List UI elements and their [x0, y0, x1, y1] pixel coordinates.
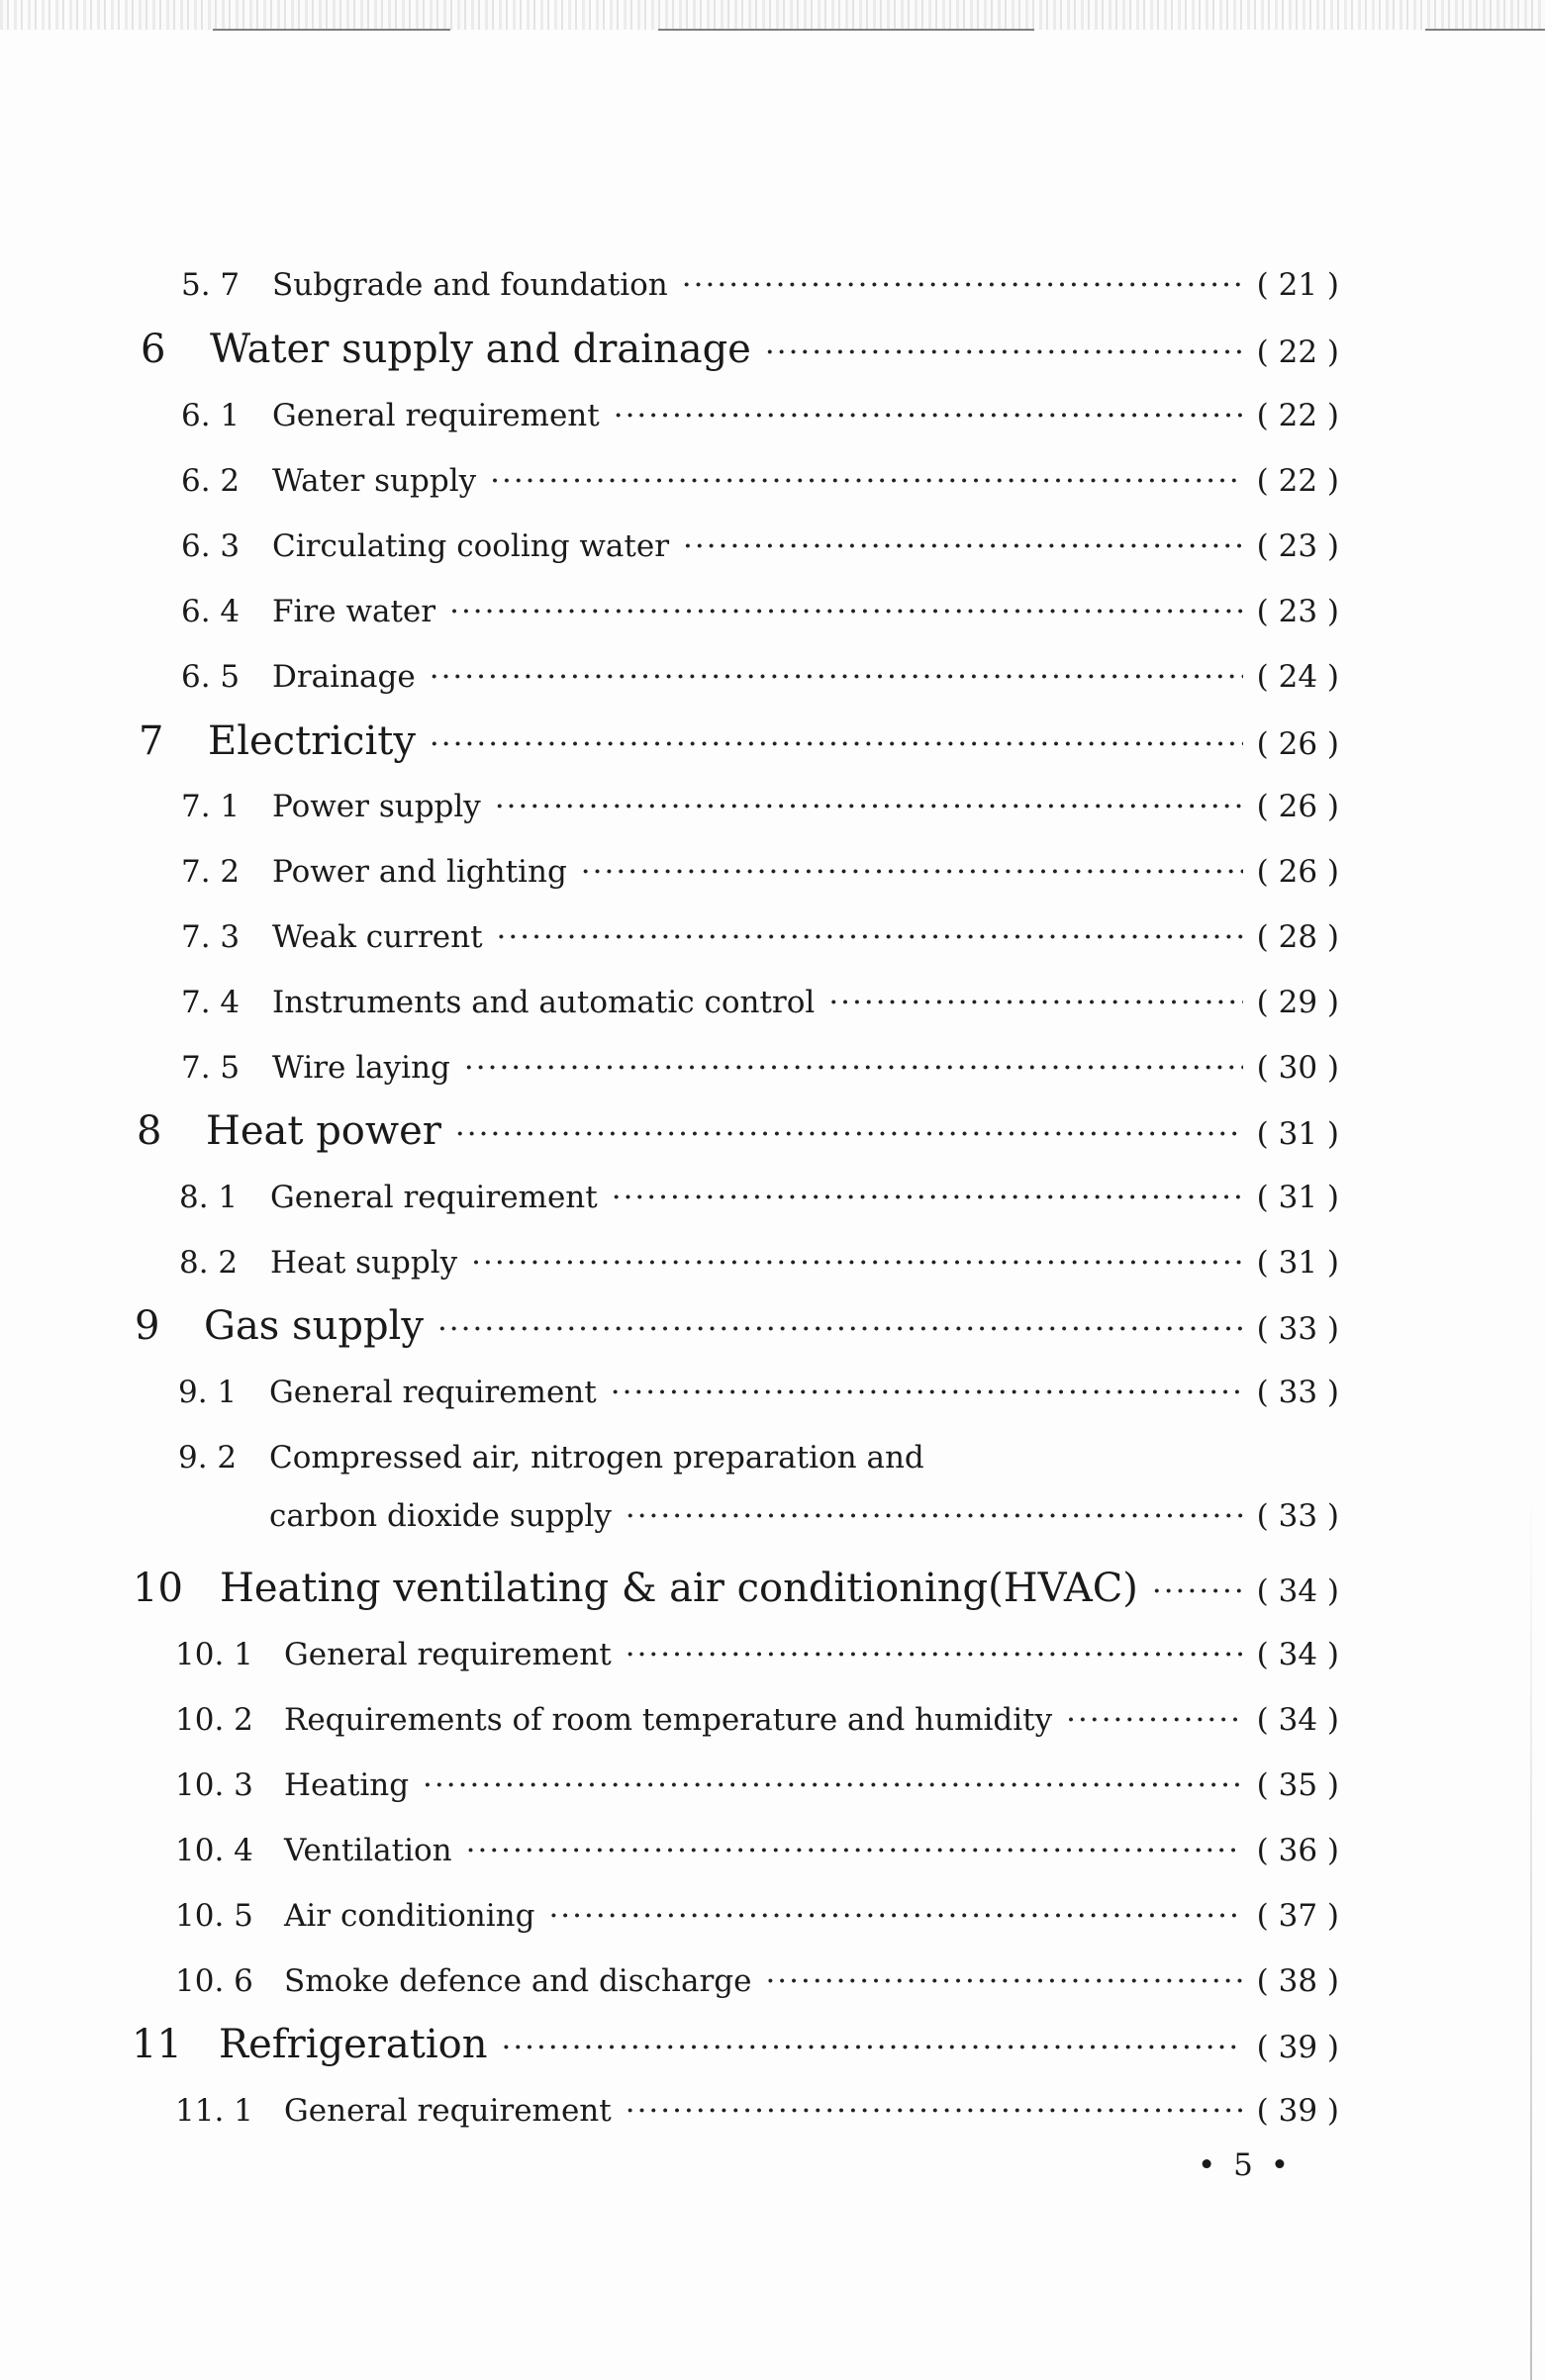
dot-leader — [682, 267, 1243, 303]
entry-page: ( 26 ) — [1256, 726, 1339, 762]
entry-title: Power and lighting — [272, 854, 567, 890]
entry-number: 7. 3 — [181, 919, 241, 955]
dot-leader — [1066, 1702, 1243, 1738]
toc-chapter[interactable] — [133, 1566, 1339, 1613]
entry-title: General requirement — [284, 1637, 612, 1672]
chapter-number: 9 — [135, 1303, 160, 1349]
entry-page: ( 34 ) — [1256, 1702, 1339, 1738]
toc-entry[interactable] — [175, 1637, 1339, 1684]
entry-title: Power supply — [272, 789, 481, 824]
dot-leader — [614, 398, 1243, 433]
chapter-title: Electricity — [208, 718, 416, 764]
toc-entry[interactable] — [181, 789, 1339, 836]
toc-entry[interactable] — [181, 985, 1339, 1032]
dot-leader — [466, 1833, 1243, 1868]
toc-entry-continuation[interactable] — [269, 1498, 1339, 1546]
toc-entry[interactable] — [179, 1245, 1339, 1292]
toc-entry[interactable] — [181, 267, 1339, 315]
entry-page: ( 30 ) — [1256, 1050, 1339, 1086]
entry-title: Compressed air, nitrogen preparation and — [269, 1440, 924, 1476]
dot-leader — [548, 1898, 1242, 1934]
entry-number: 10. 3 — [175, 1767, 253, 1803]
entry-title: Ventilation — [284, 1833, 452, 1868]
dot-leader — [437, 1311, 1243, 1347]
entry-title: Instruments and automatic control — [272, 985, 816, 1020]
dot-leader — [495, 789, 1243, 824]
entry-page: ( 26 ) — [1256, 854, 1339, 890]
entry-page: ( 31 ) — [1256, 1180, 1339, 1215]
dot-leader — [828, 985, 1242, 1020]
entry-number: 11. 1 — [175, 2093, 253, 2129]
entry-title: General requirement — [270, 1180, 598, 1215]
entry-page: ( 34 ) — [1256, 1637, 1339, 1672]
entry-title: General requirement — [284, 2093, 612, 2129]
entry-title: Heating — [284, 1767, 410, 1803]
entry-title: Drainage — [272, 659, 416, 695]
dot-leader — [430, 726, 1243, 762]
toc-entry[interactable] — [175, 2093, 1339, 2141]
entry-number: 6. 4 — [181, 594, 241, 629]
chapter-title: Gas supply — [204, 1303, 424, 1349]
entry-number: 8. 1 — [179, 1180, 239, 1215]
entry-number: 10. 6 — [175, 1963, 253, 1999]
toc-chapter[interactable] — [135, 1303, 1339, 1351]
entry-number: 7. 2 — [181, 854, 241, 890]
dot-leader — [765, 334, 1243, 370]
entry-page: ( 38 ) — [1256, 1963, 1339, 1999]
toc-entry[interactable] — [181, 398, 1339, 445]
toc-chapter[interactable] — [139, 718, 1339, 766]
entry-page: ( 23 ) — [1256, 528, 1339, 564]
toc-chapter[interactable] — [137, 1108, 1339, 1156]
entry-title: Requirements of room temperature and humidity — [284, 1702, 1053, 1738]
entry-title: General requirement — [272, 398, 600, 433]
entry-title: Wire laying — [272, 1050, 450, 1086]
chapter-title: Water supply and drainage — [210, 327, 751, 372]
toc-entry[interactable] — [181, 528, 1339, 576]
dot-leader — [581, 854, 1243, 890]
entry-page: ( 39 ) — [1256, 2030, 1339, 2065]
dot-leader — [430, 659, 1243, 695]
entry-number: 5. 7 — [181, 267, 241, 303]
toc-entry[interactable] — [181, 659, 1339, 707]
entry-page: ( 21 ) — [1256, 267, 1339, 303]
chapter-title: Heat power — [206, 1108, 441, 1154]
entry-title: Air conditioning — [284, 1898, 535, 1934]
entry-page: ( 22 ) — [1256, 398, 1339, 433]
dot-leader — [471, 1245, 1242, 1281]
entry-number: 10. 5 — [175, 1898, 253, 1934]
entry-page: ( 33 ) — [1256, 1311, 1339, 1347]
entry-page: ( 35 ) — [1256, 1767, 1339, 1803]
dot-leader — [626, 2093, 1243, 2129]
dot-leader — [490, 463, 1243, 499]
dot-leader — [497, 919, 1243, 955]
entry-number: 9. 2 — [178, 1440, 238, 1476]
entry-title-continuation: carbon dioxide supply — [269, 1498, 612, 1534]
dot-leader — [455, 1116, 1243, 1152]
toc-entry[interactable] — [175, 1898, 1339, 1946]
entry-page: ( 33 ) — [1256, 1498, 1339, 1534]
entry-page: ( 28 ) — [1256, 919, 1339, 955]
entry-number: 7. 1 — [181, 789, 241, 824]
entry-number: 6. 2 — [181, 463, 241, 499]
entry-number: 10. 2 — [175, 1702, 253, 1738]
entry-title: Water supply — [272, 463, 477, 499]
entry-number: 7. 5 — [181, 1050, 241, 1086]
entry-page: ( 22 ) — [1256, 334, 1339, 370]
page-number: • 5 • — [1198, 2147, 1294, 2183]
entry-title: General requirement — [269, 1375, 597, 1410]
entry-page: ( 33 ) — [1256, 1375, 1339, 1410]
chapter-title: Heating ventilating & air conditioning(HVAC) — [220, 1566, 1138, 1611]
entry-number: 10. 4 — [175, 1833, 253, 1868]
dot-leader — [449, 594, 1243, 629]
toc-entry[interactable] — [181, 1050, 1339, 1097]
dot-leader — [464, 1050, 1243, 1086]
toc-entry[interactable] — [175, 1833, 1339, 1880]
entry-number: 6. 5 — [181, 659, 241, 695]
entry-title: Weak current — [272, 919, 483, 955]
chapter-number: 8 — [137, 1108, 162, 1154]
chapter-number: 7 — [139, 718, 164, 764]
entry-number: 10. 1 — [175, 1637, 253, 1672]
toc-entry[interactable] — [179, 1180, 1339, 1227]
entry-page: ( 37 ) — [1256, 1898, 1339, 1934]
entry-number: 8. 2 — [179, 1245, 239, 1281]
dot-leader — [626, 1498, 1243, 1534]
toc-entry[interactable] — [175, 1767, 1339, 1815]
entry-page: ( 26 ) — [1256, 789, 1339, 824]
entry-page: ( 34 ) — [1256, 1573, 1339, 1609]
toc-entry[interactable] — [178, 1440, 1339, 1487]
toc-entry[interactable] — [181, 594, 1339, 641]
dot-leader — [501, 2030, 1242, 2065]
toc-entry[interactable] — [181, 463, 1339, 511]
entry-title: Fire water — [272, 594, 436, 629]
toc-chapter[interactable] — [141, 327, 1339, 374]
toc-entry[interactable] — [181, 854, 1339, 902]
entry-title: Smoke defence and discharge — [284, 1963, 752, 1999]
chapter-title: Refrigeration — [219, 2022, 488, 2067]
dot-leader — [626, 1637, 1243, 1672]
dot-leader — [683, 528, 1243, 564]
entry-page: ( 39 ) — [1256, 2093, 1339, 2129]
entry-page: ( 31 ) — [1256, 1116, 1339, 1152]
entry-page: ( 22 ) — [1256, 463, 1339, 499]
entry-number: 6. 3 — [181, 528, 241, 564]
toc-entry[interactable] — [175, 1702, 1339, 1750]
toc-entry[interactable] — [175, 1963, 1339, 2011]
entry-page: ( 23 ) — [1256, 594, 1339, 629]
entry-number: 7. 4 — [181, 985, 241, 1020]
chapter-number: 11 — [132, 2022, 182, 2067]
dot-leader — [612, 1180, 1243, 1215]
entry-number: 6. 1 — [181, 398, 241, 433]
entry-page: ( 24 ) — [1256, 659, 1339, 695]
entry-number: 9. 1 — [178, 1375, 238, 1410]
entry-title: Subgrade and foundation — [272, 267, 668, 303]
toc-entry[interactable] — [181, 919, 1339, 967]
dot-leader — [423, 1767, 1243, 1803]
entry-page: ( 36 ) — [1256, 1833, 1339, 1868]
dot-leader — [1152, 1573, 1243, 1609]
toc-chapter[interactable] — [132, 2022, 1339, 2069]
entry-title: Heat supply — [270, 1245, 458, 1281]
dot-leader — [765, 1963, 1242, 1999]
entry-title: Circulating cooling water — [272, 528, 670, 564]
entry-page: ( 29 ) — [1256, 985, 1339, 1020]
chapter-number: 10 — [133, 1566, 183, 1611]
toc-entry[interactable] — [178, 1375, 1339, 1422]
chapter-number: 6 — [141, 327, 166, 372]
dot-leader — [611, 1375, 1243, 1410]
entry-page: ( 31 ) — [1256, 1245, 1339, 1281]
